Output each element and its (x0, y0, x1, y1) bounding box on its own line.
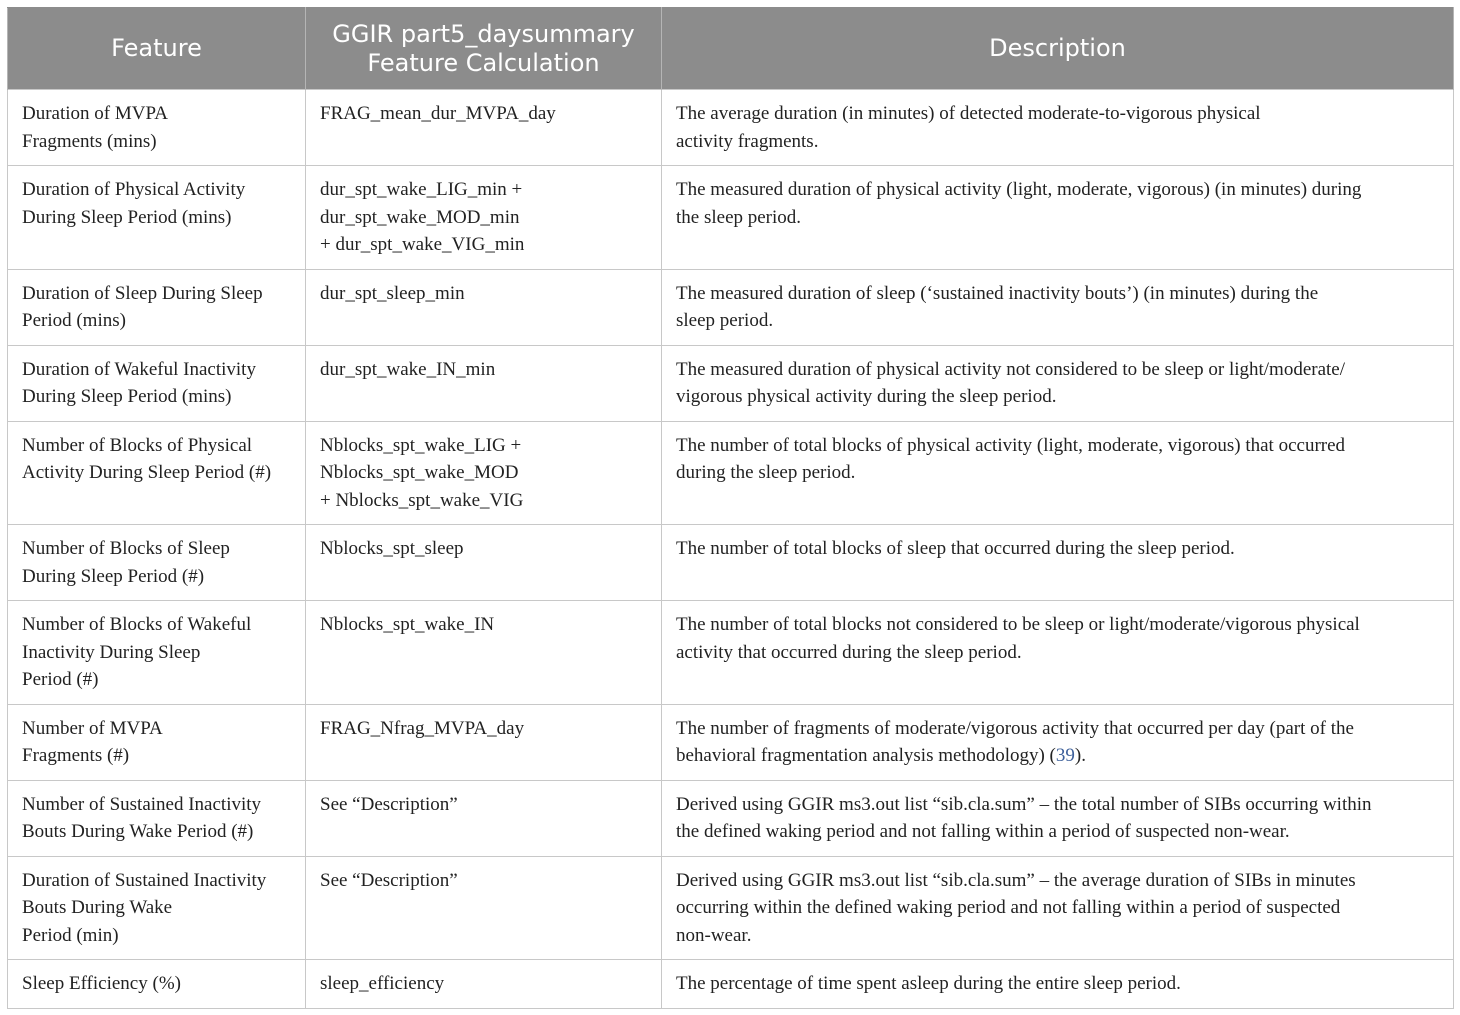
table-row (8, 780, 1454, 856)
table-row (8, 856, 1454, 960)
table-row (8, 166, 1454, 270)
description-cell-line: The measured duration of physical activity not considered to be sleep or light/moderate/ (676, 358, 1346, 380)
feature-cell (8, 345, 306, 421)
header-row (8, 8, 1454, 90)
calculation-cell-line: Nblocks_spt_wake_LIG + (320, 434, 522, 456)
feature-cell-line: Period (min) (22, 924, 119, 946)
calculation-cell (306, 269, 662, 345)
calculation-cell-line: dur_spt_wake_MOD_min (320, 206, 520, 228)
description-cell (662, 421, 1454, 525)
calculation-cell (306, 90, 662, 166)
calculation-cell-line: dur_spt_sleep_min (320, 282, 465, 304)
description-cell-line: behavioral fragmentation analysis methodology) ( (676, 745, 1056, 766)
description-cell-line: Derived using GGIR ms3.out list “sib.cla.sum” – the total number of SIBs occurring within (676, 793, 1372, 815)
description-cell-line: activity fragments. (676, 130, 819, 152)
calculation-cell-line: + Nblocks_spt_wake_VIG (320, 489, 524, 511)
calculation-cell (306, 345, 662, 421)
calculation-cell-line: Nblocks_spt_sleep (320, 538, 464, 559)
description-cell-line: The average duration (in minutes) of detected moderate-to-vigorous physical (676, 103, 1261, 124)
header-feature (8, 8, 306, 90)
feature-cell-line: Duration of MVPA (22, 103, 169, 124)
reference-link[interactable]: 39 (1055, 745, 1075, 766)
feature-table (7, 7, 1454, 1009)
feature-cell (8, 421, 306, 525)
description-cell-line: The number of total blocks of sleep that occurred during the sleep period. (676, 538, 1235, 559)
header-description (662, 8, 1454, 90)
feature-cell (8, 601, 306, 705)
description-cell (662, 166, 1454, 270)
feature-cell-line: Bouts During Wake (22, 897, 173, 918)
feature-cell-line: Sleep Efficiency (%) (22, 973, 181, 994)
calculation-cell (306, 856, 662, 960)
calculation-cell (306, 525, 662, 601)
feature-cell (8, 166, 306, 270)
feature-cell-line: During Sleep Period (mins) (22, 386, 232, 407)
feature-cell-line: During Sleep Period (mins) (22, 206, 232, 228)
description-cell (662, 856, 1454, 960)
feature-cell-line: Inactivity During Sleep (22, 641, 201, 663)
description-cell (662, 90, 1454, 166)
table-row (8, 421, 1454, 525)
feature-cell-line: Activity During Sleep Period (#) (22, 462, 272, 483)
feature-cell (8, 960, 306, 1009)
description-cell (662, 345, 1454, 421)
description-cell-line: The number of total blocks not considered to be sleep or light/moderate/vigorous physical (676, 614, 1360, 635)
feature-cell (8, 269, 306, 345)
feature-cell-line: Number of Sustained Inactivity (22, 793, 262, 815)
header-calc-line-2: Feature Calculation (367, 48, 600, 77)
feature-cell-line: Number of Blocks of Sleep (22, 538, 230, 559)
table-row (8, 345, 1454, 421)
description-cell (662, 780, 1454, 856)
feature-cell-line: Fragments (#) (22, 745, 130, 766)
description-tail: ). (1074, 745, 1086, 766)
header-description-label: Description (989, 34, 1126, 62)
description-cell-line: occurring within the defined waking period and not falling within a period of suspected (676, 897, 1341, 918)
table-row (8, 525, 1454, 601)
feature-cell-line: During Sleep Period (#) (22, 565, 205, 587)
calculation-cell-line: FRAG_Nfrag_MVPA_day (320, 717, 525, 739)
table-header (8, 8, 1454, 90)
description-cell-line: sleep period. (676, 310, 774, 331)
description-cell-line: The measured duration of sleep (‘sustained inactivity bouts’) (in minutes) during the (676, 282, 1319, 304)
description-cell (662, 704, 1454, 780)
calculation-cell (306, 960, 662, 1009)
calculation-cell (306, 601, 662, 705)
calculation-cell (306, 704, 662, 780)
table-row (8, 601, 1454, 705)
calculation-cell-line: Nblocks_spt_wake_MOD (320, 462, 519, 483)
feature-cell (8, 90, 306, 166)
table-body (8, 90, 1454, 1009)
description-cell (662, 601, 1454, 705)
feature-cell-line: Bouts During Wake Period (#) (22, 821, 254, 842)
calculation-cell (306, 421, 662, 525)
calculation-cell-line: + dur_spt_wake_VIG_min (320, 234, 525, 255)
feature-table-container (7, 7, 1453, 1009)
feature-cell-line: Number of Blocks of Wakeful (22, 614, 252, 635)
calculation-cell-line: dur_spt_wake_LIG_min + (320, 179, 523, 200)
feature-cell (8, 780, 306, 856)
calculation-cell (306, 780, 662, 856)
feature-cell-line: Number of Blocks of Physical (22, 434, 253, 456)
calculation-cell (306, 166, 662, 270)
feature-cell (8, 525, 306, 601)
header-feature-label: Feature (111, 34, 202, 62)
feature-cell (8, 856, 306, 960)
header-calculation (306, 8, 662, 90)
feature-cell-line: Duration of Wakeful Inactivity (22, 358, 256, 380)
calculation-cell-line: See “Description” (320, 793, 458, 815)
calculation-cell-line: dur_spt_wake_IN_min (320, 358, 496, 380)
feature-cell-line: Period (#) (22, 669, 99, 690)
description-cell-line: vigorous physical activity during the sleep period. (676, 386, 1057, 407)
feature-cell-line: Duration of Sustained Inactivity (22, 869, 267, 891)
calculation-cell-line: FRAG_mean_dur_MVPA_day (320, 103, 556, 124)
table-row (8, 960, 1454, 1009)
description-cell-line: The percentage of time spent asleep during the entire sleep period. (676, 973, 1181, 994)
description-cell-line: during the sleep period. (676, 462, 856, 483)
table-row (8, 269, 1454, 345)
feature-cell-line: Fragments (mins) (22, 130, 157, 152)
feature-cell (8, 704, 306, 780)
description-cell-line: activity that occurred during the sleep period. (676, 641, 1022, 663)
header-calc-line-1: GGIR part5_daysummary (332, 19, 635, 48)
table-row (8, 704, 1454, 780)
description-cell (662, 960, 1454, 1009)
description-cell-line: non-wear. (676, 924, 752, 946)
description-cell-line: The number of total blocks of physical activity (light, moderate, vigorous) that occurred (676, 434, 1346, 456)
feature-cell-line: Number of MVPA (22, 717, 163, 739)
feature-cell-line: Duration of Sleep During Sleep (22, 282, 263, 304)
description-cell-line: Derived using GGIR ms3.out list “sib.cla.sum” – the average duration of SIBs in minutes (676, 869, 1356, 891)
calculation-cell-line: Nblocks_spt_wake_IN (320, 614, 495, 635)
table-row (8, 90, 1454, 166)
description-cell-line: The number of fragments of moderate/vigorous activity that occurred per day (part of the (676, 717, 1354, 739)
description-cell-line: the defined waking period and not falling within a period of suspected non-wear. (676, 821, 1290, 842)
description-cell (662, 525, 1454, 601)
feature-cell-line: Period (mins) (22, 310, 126, 331)
description-cell-line: the sleep period. (676, 206, 802, 228)
description-cell-line: The measured duration of physical activity (light, moderate, vigorous) (in minutes) during (676, 179, 1362, 200)
feature-cell-line: Duration of Physical Activity (22, 179, 246, 200)
calculation-cell-line: sleep_efficiency (320, 973, 445, 994)
description-cell (662, 269, 1454, 345)
calculation-cell-line: See “Description” (320, 869, 458, 891)
